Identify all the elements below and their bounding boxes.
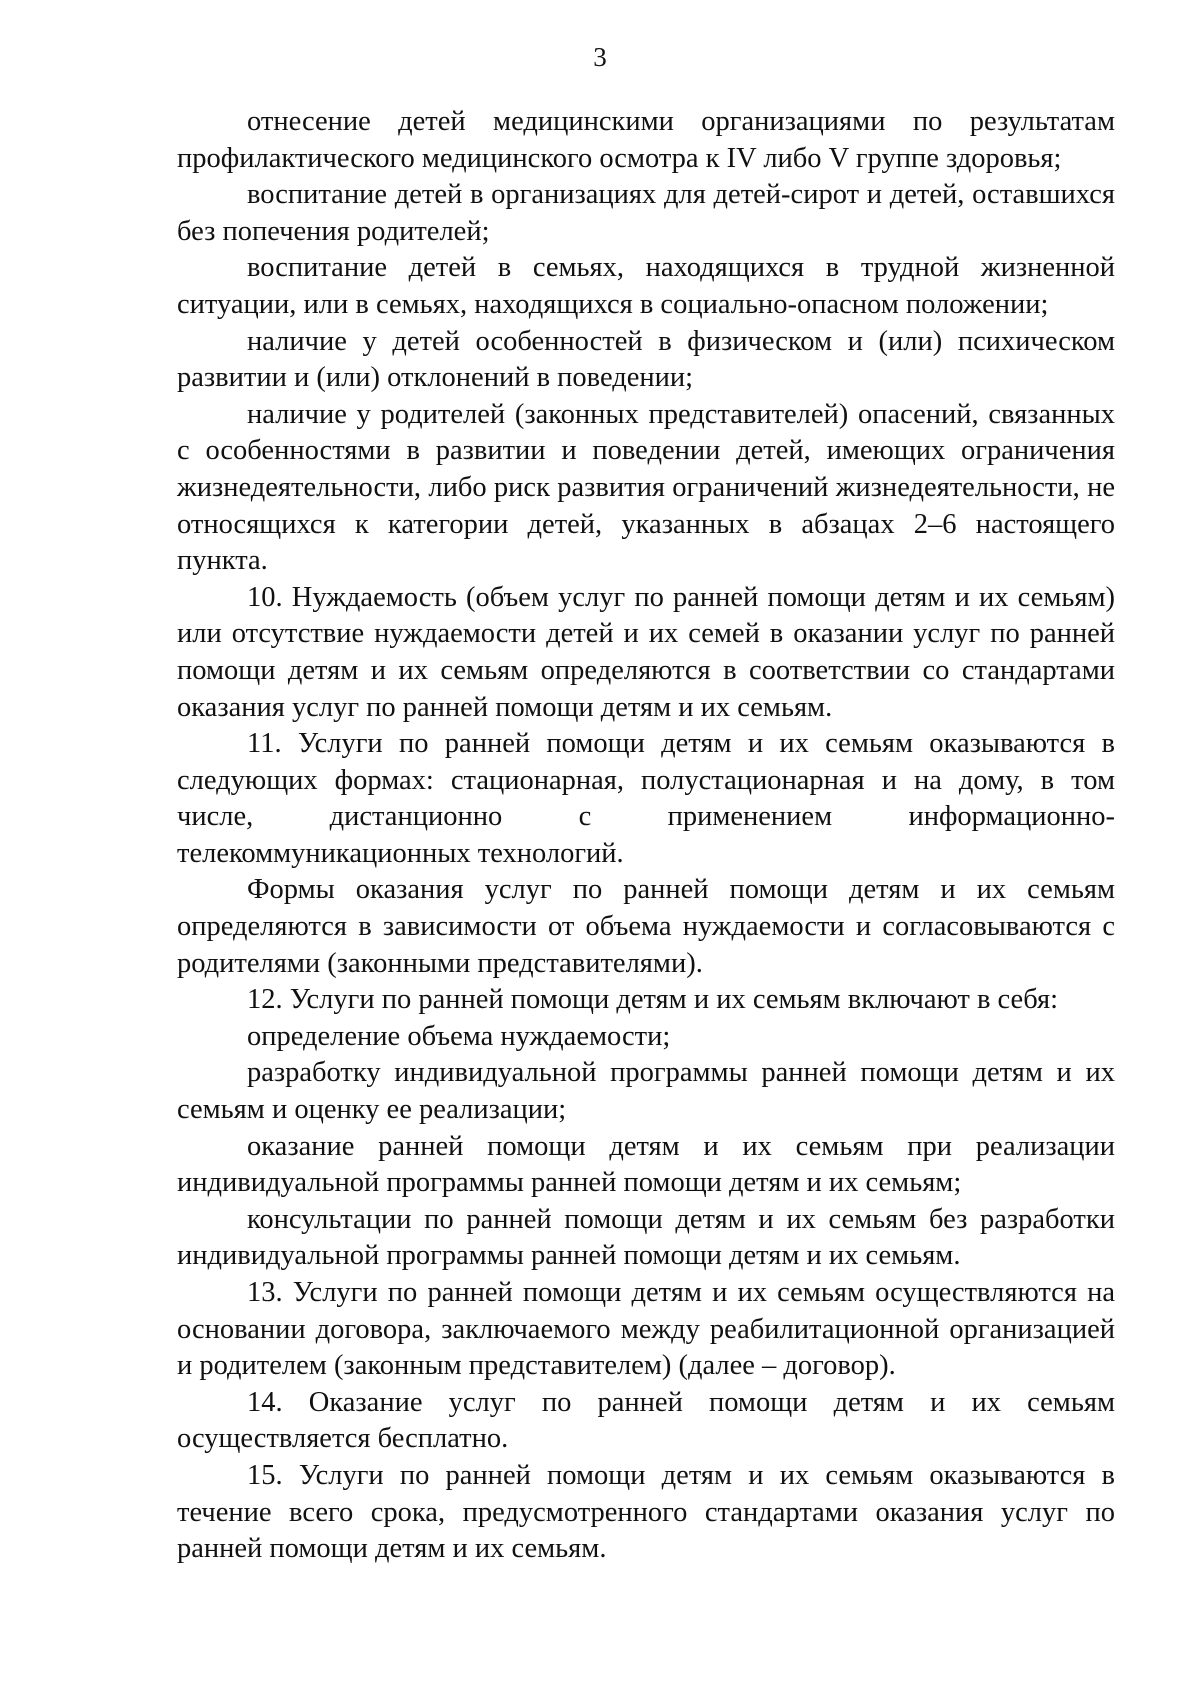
paragraph-service-program-implementation: оказание ранней помощи детям и их семьям при реализации индивидуальной программы ранней помощи детям и их семьям; — [177, 1130, 1115, 1199]
paragraph-condition-developmental-features: наличие у детей особенностей в физическом и (или) психическом развитии и (или) отклонений в поведении; — [177, 325, 1115, 394]
paragraph-condition-parent-concerns: наличие у родителей (законных представителей) опасений, связанных с особенностями в развитии и поведении детей, имеющих ограничения жизнедеятельности, либо риск развития ограничений жизнедеятельности, не относящихся к категории детей, указанных в абзацах 2–6 настоящего пункта. — [177, 398, 1115, 577]
paragraph-service-forms: Формы оказания услуг по ранней помощи детям и их семьям определяются в зависимости от объема нуждаемости и согласовываются с родителями (законными представителями). — [177, 874, 1115, 979]
paragraph-condition-orphan-care: воспитание детей в организациях для детей-сирот и детей, оставшихся без попечения родителей; — [177, 179, 1115, 247]
paragraph-condition-difficult-situation: воспитание детей в семьях, находящихся в трудной жизненной ситуации, или в семьях, находящихся в социально-опасном положении; — [177, 252, 1115, 320]
paragraph-service-needs-assessment: определение объема нуждаемости; — [247, 1020, 671, 1052]
paragraph-clause-11: 11. Услуги по ранней помощи детям и их семьям оказываются в следующих формах: стационарная, полустационарная и на дому, в том числе, дистанционно с применением информационно-телекоммуникационных технологий. — [177, 728, 1115, 869]
paragraph-service-program-development: разработку индивидуальной программы ранней помощи детям и их семьям и оценку ее реализации; — [177, 1057, 1115, 1126]
paragraph-clause-13: 13. Услуги по ранней помощи детям и их семьям осуществляются на основании договора, заключаемого между реабилитационной организацией и родителем (законным представителем) (далее – договор). — [177, 1277, 1115, 1382]
paragraph-condition-health-group: отнесение детей медицинскими организациями по результатам профилактического медицинского осмотра к IV либо V группе здоровья; — [177, 106, 1115, 174]
paragraph-clause-15: 15. Услуги по ранней помощи детям и их семьям оказываются в течение всего срока, предусмотренного стандартами оказания услуг по ранней помощи детям и их семьям. — [177, 1459, 1115, 1565]
document-body — [177, 104, 1115, 1568]
paragraph-clause-10: 10. Нуждаемость (объем услуг по ранней помощи детям и их семьям) или отсутствие нуждаемости детей и их семей в оказании услуг по ранней помощи детям и их семьям определяются в соответствии со стандартами оказания услуг по ранней помощи детям и их семьям. — [177, 581, 1115, 723]
paragraph-service-consultations: консультации по ранней помощи детям и их семьям без разработки индивидуальной программы ранней помощи детям и их семьям. — [177, 1203, 1115, 1272]
paragraph-clause-14: 14. Оказание услуг по ранней помощи детям и их семьям осуществляется бесплатно. — [177, 1386, 1115, 1455]
paragraph-clause-12: 12. Услуги по ранней помощи детям и их семьям включают в себя: — [247, 984, 1059, 1016]
page-number: 3 — [593, 42, 607, 72]
